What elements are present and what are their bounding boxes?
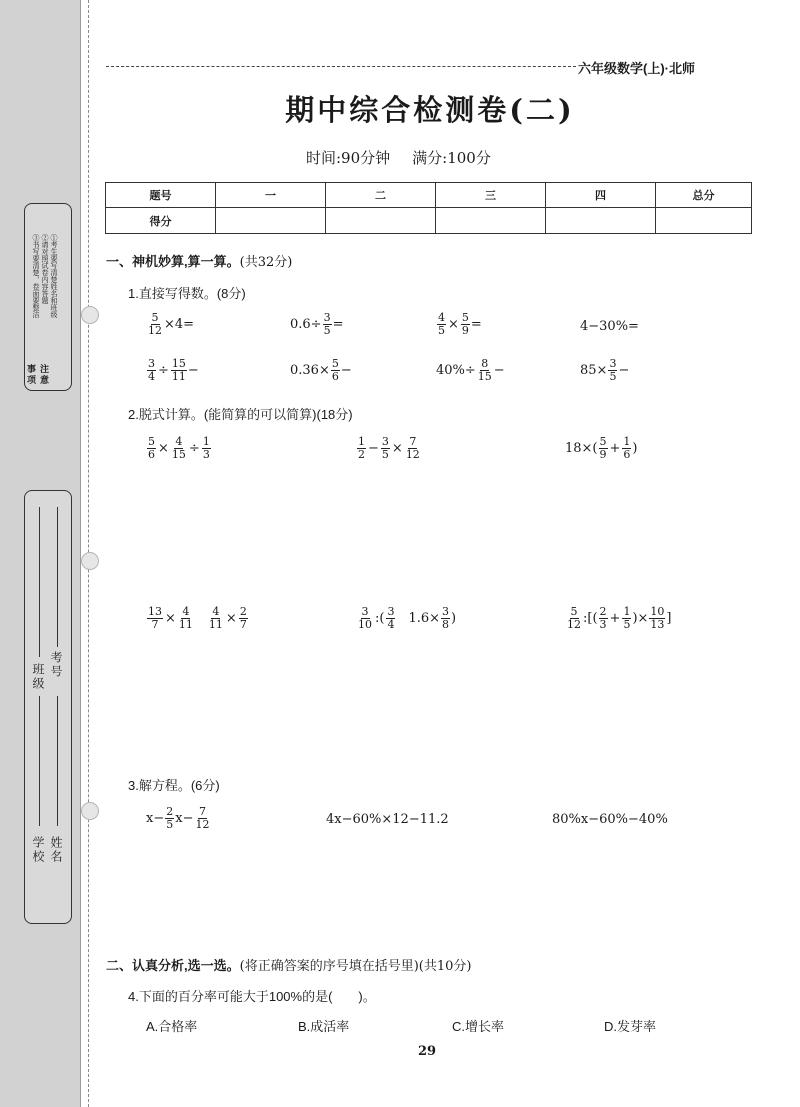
header-cell: 总分 <box>656 183 752 208</box>
expr-d1: $\frac{13}{7}$ × $\frac{4}{11}$ $\frac{4}{11}$ × $\frac{2}{7}$ <box>148 605 247 631</box>
section-1-heading: 一、神机妙算,算一算。 <box>106 254 240 269</box>
note-3: ③书写要清楚，卷面要整洁 <box>32 234 39 318</box>
section-2-points: (将正确答案的序号填在括号里)(共10分) <box>239 959 472 974</box>
fraction: $\frac{5}{9}$ <box>461 311 469 337</box>
number-line <box>57 507 58 647</box>
section-1-title <box>106 251 292 270</box>
fraction: $\frac{1}{5}$ <box>623 605 631 631</box>
number-label: 考号 <box>49 651 63 679</box>
fraction: $\frac{4}{5}$ <box>438 311 445 337</box>
fraction: $\frac{13}{7}$ <box>148 605 162 631</box>
binding-hole <box>81 802 99 820</box>
time-and-score <box>306 147 491 168</box>
score-row-label: 得分 <box>106 208 216 234</box>
note-2: ②请对照试卷内容答题 <box>41 234 48 304</box>
score-row <box>106 208 752 234</box>
option-b[interactable]: B.成活率 <box>298 1019 350 1034</box>
option-c[interactable]: C.增长率 <box>452 1019 505 1034</box>
binding-hole <box>81 306 99 324</box>
score-cell[interactable] <box>216 208 326 234</box>
header-cell: 二 <box>326 183 436 208</box>
expr-a1: $\frac{5}{12}$ ×4= <box>148 311 195 337</box>
score-table <box>105 182 752 234</box>
fraction: $\frac{5}{6}$ <box>148 435 155 461</box>
fraction: $\frac{7}{12}$ <box>195 805 210 831</box>
fraction: $\frac{7}{12}$ <box>405 435 420 461</box>
header-cell: 三 <box>436 183 546 208</box>
class-label: 班级 <box>31 663 45 691</box>
name-label: 姓名 <box>49 836 63 864</box>
score-table-header <box>106 183 752 208</box>
fraction: $\frac{10}{13}$ <box>650 605 665 631</box>
score-cell[interactable] <box>326 208 436 234</box>
section-2-heading: 二、认真分析,选一选。 <box>106 958 240 973</box>
fraction: $\frac{3}{5}$ <box>381 435 389 461</box>
class-line <box>39 507 40 657</box>
question-1-label: 1.直接写得数。(8分) <box>128 286 246 301</box>
fraction: $\frac{2}{7}$ <box>239 605 247 631</box>
fraction: $\frac{2}{3}$ <box>599 605 607 631</box>
option-a[interactable]: A.合格率 <box>146 1019 198 1034</box>
option-d[interactable]: D.发芽率 <box>604 1019 657 1034</box>
full-score: 满分:100分 <box>412 149 491 167</box>
fraction: $\frac{3}{4}$ <box>148 357 155 383</box>
question-4-text: 4.下面的百分率可能大于100%的是( )。 <box>128 989 376 1004</box>
fraction: $\frac{1}{6}$ <box>623 435 631 461</box>
fraction: $\frac{3}{4}$ <box>387 605 395 631</box>
header-cell: 题号 <box>106 183 216 208</box>
question-2-label: 2.脱式计算。(能简算的可以简算)(18分) <box>128 407 353 422</box>
expr-e3: 80%x−60%−40% <box>552 812 668 827</box>
name-line <box>57 696 58 826</box>
page-title: 期中综合检测卷(二) <box>285 93 575 127</box>
section-1-points: (共32分) <box>239 255 293 270</box>
fraction: $\frac{1}{2}$ <box>358 435 365 461</box>
note-1: ①考生要写清楚姓名和班级 <box>50 234 57 318</box>
fraction: $\frac{15}{11}$ <box>171 357 186 383</box>
section-2-title <box>106 955 471 974</box>
score-cell[interactable] <box>546 208 656 234</box>
school-label: 学校 <box>31 836 45 864</box>
fraction: $\frac{4}{15}$ <box>171 435 186 461</box>
fraction: $\frac{8}{15}$ <box>477 357 492 383</box>
school-line <box>39 696 40 826</box>
notes-text <box>31 234 58 384</box>
fraction: $\frac{5}{12}$ <box>148 311 162 337</box>
expr-c1: $\frac{5}{6}$ × $\frac{4}{15}$ ÷ $\frac{1}{3}$ <box>148 435 210 461</box>
time-limit: 时间:90分钟 <box>306 149 391 167</box>
fraction: $\frac{3}{10}$ <box>358 605 372 631</box>
strip-edge <box>80 0 81 1107</box>
fraction: $\frac{4}{11}$ <box>178 605 193 631</box>
student-info-box <box>24 490 72 924</box>
notes-box <box>24 203 72 391</box>
fraction: $\frac{5}{9}$ <box>599 435 607 461</box>
expr-e1: x− $\frac{2}{5}$ x− $\frac{7}{12}$ <box>146 805 210 831</box>
score-cell[interactable] <box>436 208 546 234</box>
expr-d2: $\frac{3}{10}$ :( $\frac{3}{4}$ 1.6× $\frac{3}{8}$ ) <box>358 605 457 631</box>
fraction: $\frac{4}{11}$ <box>208 605 223 631</box>
notes-title: 注意事项 <box>26 364 49 386</box>
expr-a3: $\frac{4}{5}$ × $\frac{5}{9}$ = <box>438 311 482 337</box>
fraction: $\frac{1}{3}$ <box>202 435 210 461</box>
expr-a4: 4−30%= <box>580 319 639 334</box>
fraction: $\frac{3}{8}$ <box>442 605 450 631</box>
expr-b4: 85× $\frac{3}{5}$ − <box>580 357 630 383</box>
expr-c2: $\frac{1}{2}$ − $\frac{3}{5}$ × $\frac{7}{12}$ <box>358 435 420 461</box>
fraction: $\frac{5}{6}$ <box>331 357 339 383</box>
binding-hole <box>81 552 99 570</box>
expr-a2: 0.6÷ $\frac{3}{5}$ = <box>290 311 344 337</box>
subject-label: 六年级数学(上)·北师 <box>578 61 695 76</box>
page-number: 29 <box>418 1044 437 1059</box>
fraction: $\frac{3}{5}$ <box>323 311 331 337</box>
header-cell: 一 <box>216 183 326 208</box>
expr-b2: 0.36× $\frac{5}{6}$ − <box>290 357 352 383</box>
question-3-label: 3.解方程。(6分) <box>128 778 220 793</box>
fraction: $\frac{3}{5}$ <box>609 357 617 383</box>
fraction: $\frac{5}{12}$ <box>567 605 581 631</box>
fraction: $\frac{2}{5}$ <box>166 805 174 831</box>
header-rule <box>106 66 576 67</box>
expr-b1: $\frac{3}{4}$ ÷ $\frac{15}{11}$ − <box>148 357 199 383</box>
score-cell[interactable] <box>656 208 752 234</box>
expr-d3: $\frac{5}{12}$ :[( $\frac{2}{3}$ + $\frac{1}{5}$ )× $\frac{10}{13}$ ] <box>567 605 672 631</box>
expr-e2: 4x−60%×12−11.2 <box>326 812 449 827</box>
expr-c3: 18×( $\frac{5}{9}$ + $\frac{1}{6}$ ) <box>565 435 638 461</box>
header-cell: 四 <box>546 183 656 208</box>
expr-b3: 40%÷ $\frac{8}{15}$ − <box>436 357 505 383</box>
